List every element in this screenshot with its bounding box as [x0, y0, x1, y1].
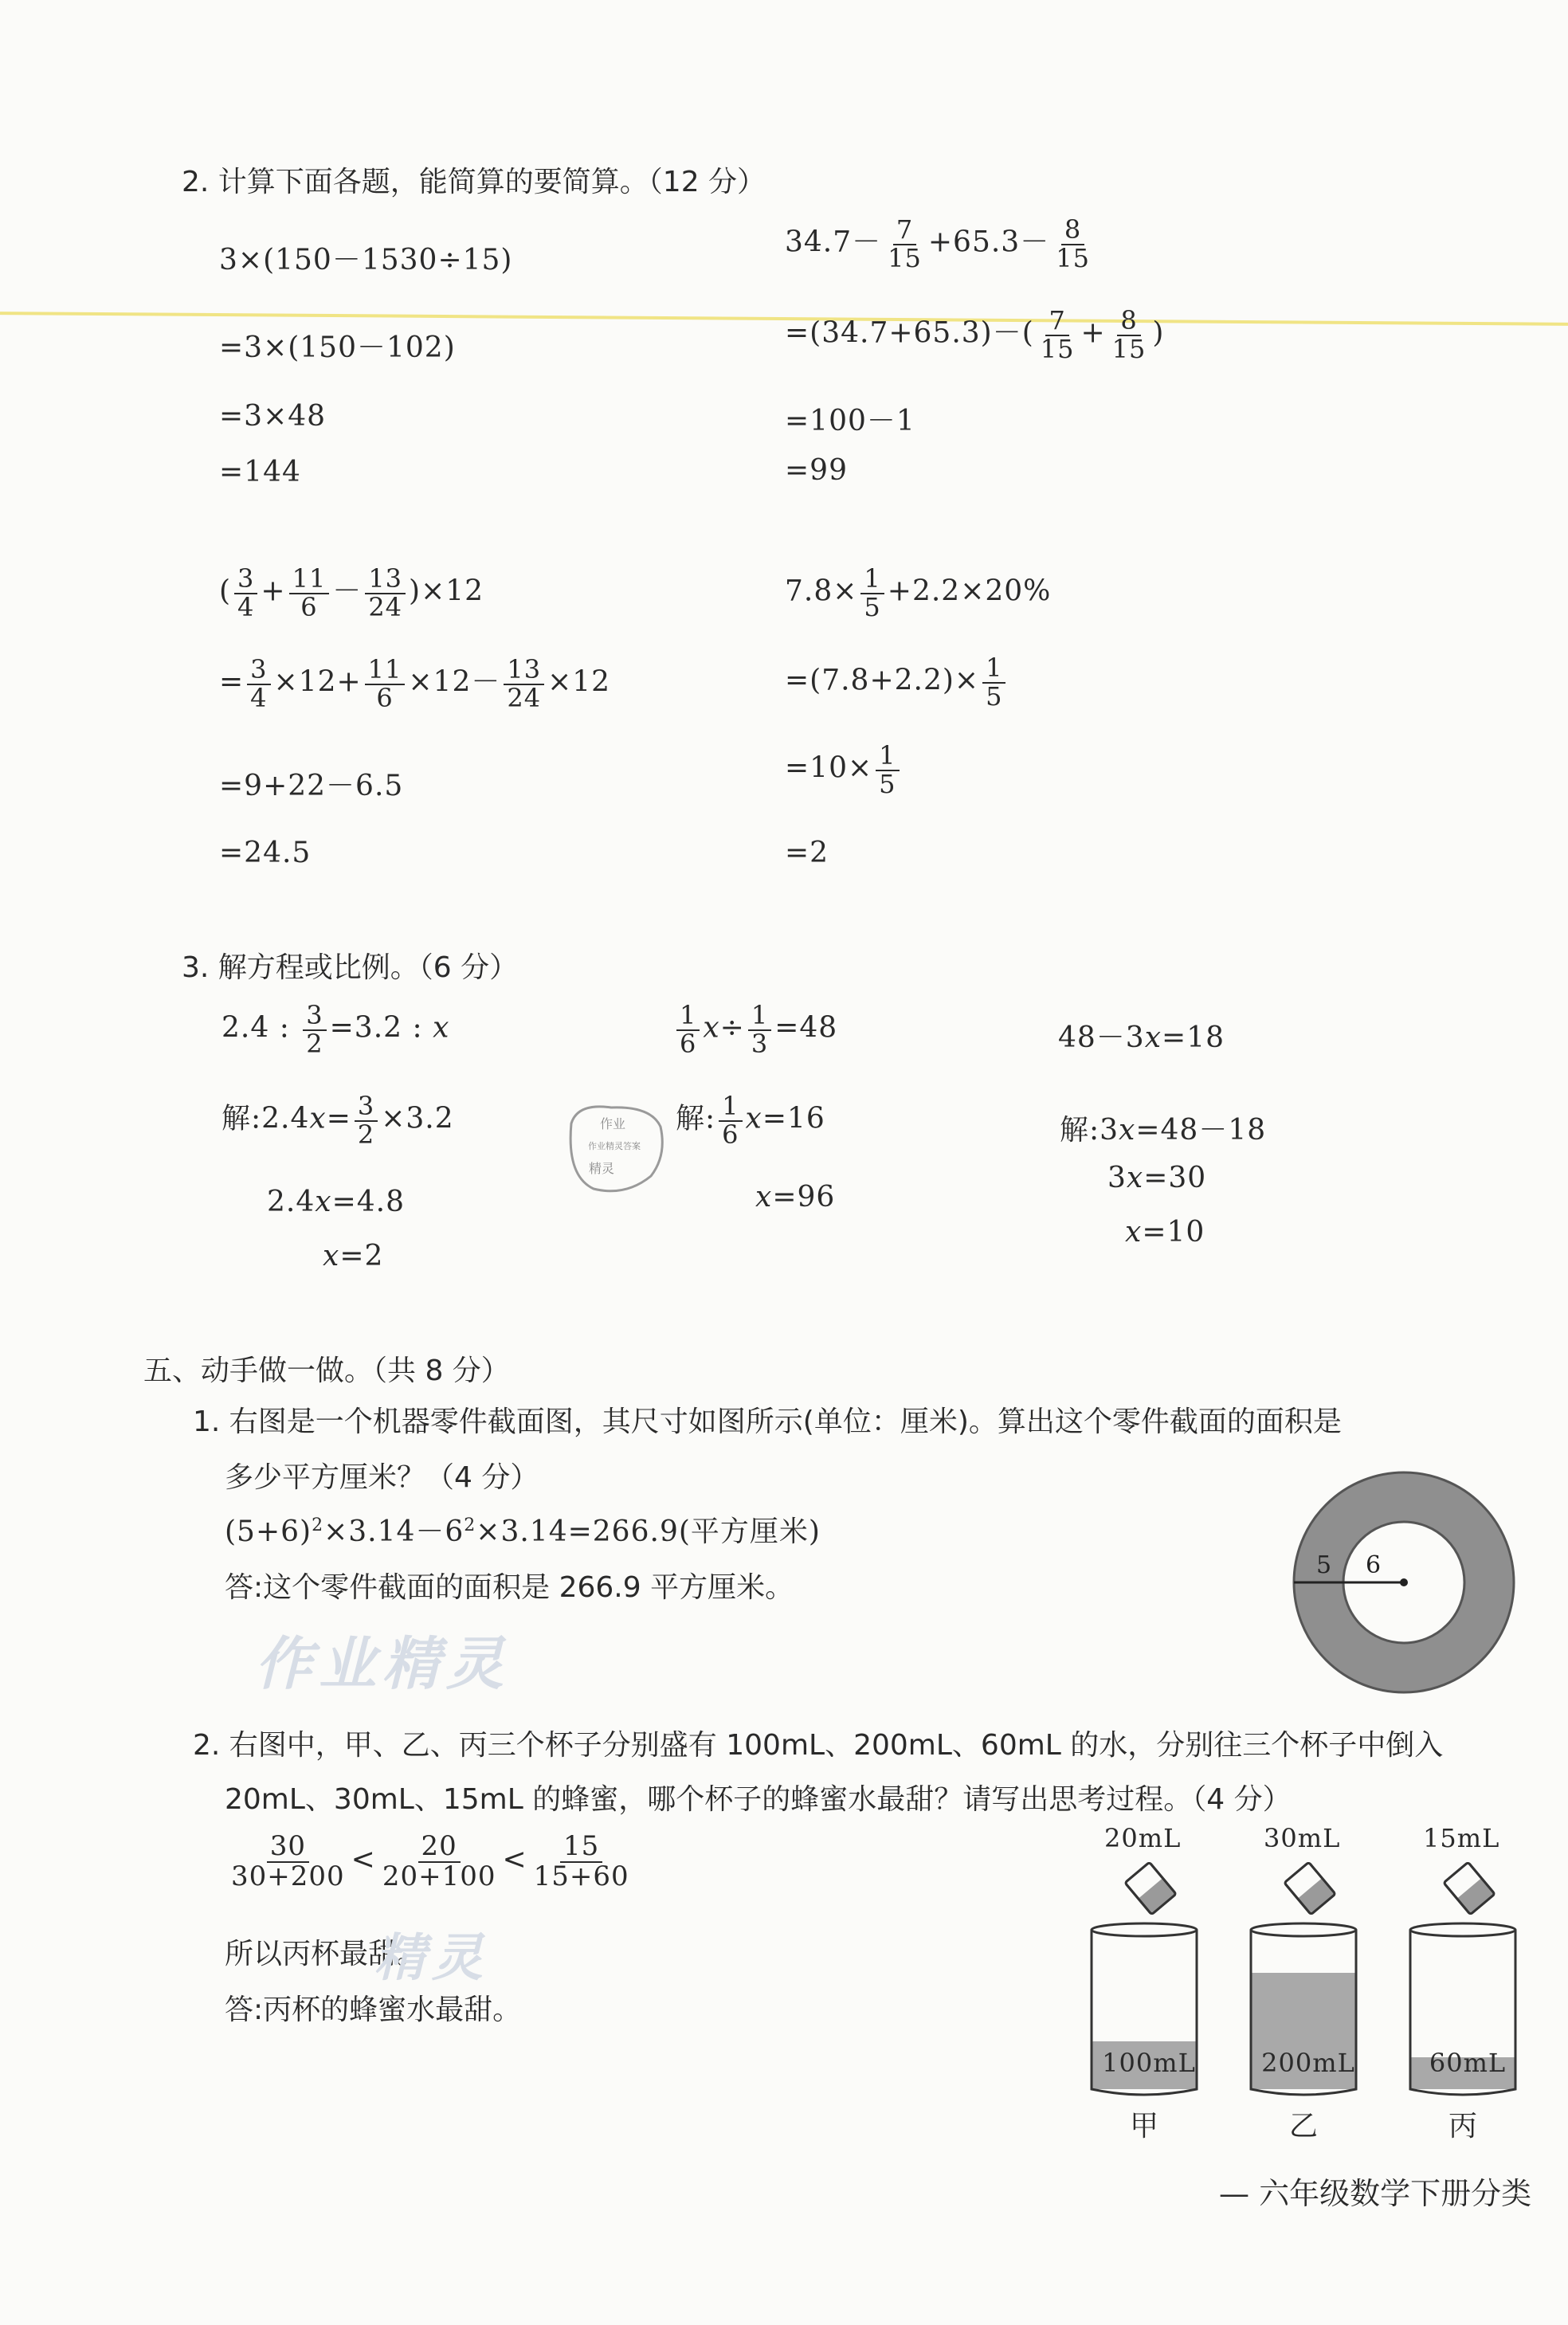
watermark-ghost-1: 作业精灵	[255, 1630, 511, 1697]
q3a-line4: x=2	[323, 1240, 384, 1272]
q3b-line1: $\frac{1}{6}$ x÷ $\frac{1}{3}$ =48	[673, 1002, 837, 1057]
q2c-line2: = $\frac{3}{4}$ ×12+ $\frac{11}{6}$ ×12－ $\frac{13}{24}$ ×12	[219, 654, 611, 713]
q3b-line2: 解: $\frac{1}{6}$ x=16	[676, 1091, 825, 1150]
q2d-line3: =10× $\frac{1}{5}$	[785, 743, 903, 798]
q2c-line3: =9+22－6.5	[219, 770, 404, 802]
q2b-line1: 34.7－ $\frac{7}{15}$ +65.3－ $\frac{8}{15}$	[785, 214, 1090, 273]
q3c-line2: 解:3x=48－18	[1060, 1114, 1267, 1147]
honey-cup-0	[1125, 1862, 1176, 1915]
s5-p1-answer: 答:这个零件截面的面积是 266.9 平方厘米。	[225, 1571, 794, 1604]
watermark-stamp	[562, 1100, 669, 1199]
cup-honey-label-0: 20mL	[1104, 1823, 1182, 1853]
q2b-line4: =99	[785, 454, 848, 487]
q2a-line3: =3×48	[219, 400, 327, 433]
q3b-line3: x=96	[755, 1181, 836, 1213]
s5-p1-text2: 多少平方厘米？（4 分）	[225, 1461, 539, 1494]
q3c-line4: x=10	[1125, 1216, 1205, 1249]
cup-water-label-2: 60mL	[1429, 2048, 1507, 2078]
cup-water-label-0: 100mL	[1102, 2048, 1196, 2078]
q3c-line1: 48－3x=18	[1058, 1021, 1225, 1054]
q2a-line1: 3×(150－1530÷15)	[219, 244, 513, 276]
q2d-line4: =2	[785, 837, 829, 869]
stamp-text-bottom: 精灵	[588, 1161, 615, 1176]
honey-cup-1	[1284, 1862, 1335, 1915]
cup-honey-label-1: 30mL	[1264, 1823, 1341, 1853]
q2c-line4: =24.5	[219, 837, 312, 869]
ring-inner-label: 6	[1366, 1551, 1382, 1579]
stamp-text-mid: 作业精灵答案	[588, 1141, 641, 1151]
q3a-line2: 解:2.4x= $\frac{3}{2}$ ×3.2	[221, 1091, 454, 1150]
cup-water-label-1: 200mL	[1261, 2048, 1355, 2078]
q2b-line3: =100－1	[785, 405, 915, 437]
stamp-text-top: 作业	[599, 1116, 626, 1131]
highlight-line	[0, 312, 1568, 326]
q3a-line3: 2.4x=4.8	[267, 1186, 405, 1218]
cup-honey-label-2: 15mL	[1423, 1823, 1500, 1853]
cup-name-2: 丙	[1448, 2110, 1478, 2143]
honey-cup-2	[1444, 1862, 1495, 1915]
cup-name-0: 甲	[1130, 2110, 1159, 2143]
q2a-line2: =3×(150－102)	[219, 331, 456, 364]
s5-p1-calc: $(5+6)^2\times 3.14-6^2\times 3.14=266.9$(平方厘米)	[225, 1515, 821, 1548]
q2-title: 2. 计算下面各题，能简算的要简算。（12 分）	[182, 166, 766, 198]
s5-title: 五、动手做一做。（共 8 分）	[143, 1355, 510, 1387]
s5-p2-text1: 2. 右图中，甲、乙、丙三个杯子分别盛有 100mL、200mL、60mL 的水，分别往三个杯子中倒入	[193, 1729, 1444, 1762]
s5-p1-text1: 1. 右图是一个机器零件截面图，其尺寸如图所示(单位：厘米)。算出这个零件截面的面积是	[193, 1406, 1342, 1438]
s5-p2-text2: 20mL、30mL、15mL 的蜂蜜，哪个杯子的蜂蜜水最甜？请写出思考过程。（4 分）	[225, 1783, 1292, 1816]
q2d-line2: =(7.8+2.2)× $\frac{1}{5}$	[785, 655, 1009, 710]
watermark-ghost-2: 精灵	[374, 1929, 489, 1988]
q2b-line2: =(34.7+65.3)－( $\frac{7}{15}$ + $\frac{8}{15}$ )	[785, 305, 1165, 364]
q2a-line4: =144	[219, 456, 301, 488]
ring-diagram	[1289, 1468, 1519, 1697]
s5-p2-compare: $\frac{30}{30+200}$ < $\frac{20}{20+100}$ < $\frac{15}{15+60}$	[231, 1830, 629, 1892]
q3-title: 3. 解方程或比例。（6 分）	[182, 951, 519, 984]
s5-p2-answer: 答:丙杯的蜂蜜水最甜。	[225, 1994, 522, 2026]
ring-outer-label: 5	[1316, 1551, 1332, 1579]
q2d-line1: 7.8× $\frac{1}{5}$ +2.2×20%	[785, 563, 1052, 622]
s5-p2-reason: 所以丙杯最甜。	[225, 1938, 426, 1970]
footer-text: — 六年级数学下册分类	[1219, 2176, 1532, 2211]
q3a-line1: 2.4 : $\frac{3}{2}$ =3.2 : x	[221, 1000, 450, 1059]
cup-name-1: 乙	[1289, 2110, 1319, 2143]
q3c-line3: 3x=30	[1107, 1162, 1207, 1194]
q2c-line1: ( $\frac{3}{4}$ + $\frac{11}{6}$ － $\frac{13}{24}$ )×12	[219, 563, 484, 622]
